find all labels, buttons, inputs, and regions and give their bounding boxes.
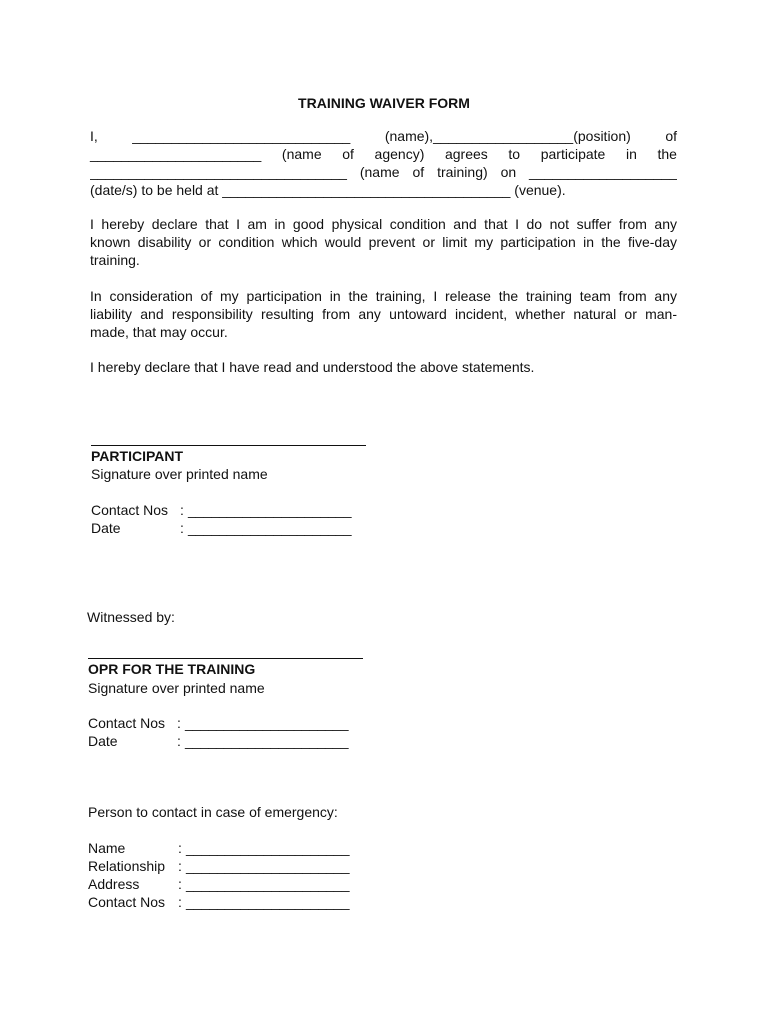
intro-word: to (508, 146, 521, 162)
intro-line-1 (90, 127, 677, 145)
emergency-name-field[interactable]: _____________________ (186, 840, 350, 856)
intro-word: in (625, 146, 637, 162)
name-blank: ____________________________ (132, 128, 351, 144)
intro-line-2 (90, 145, 677, 163)
intro-line-3: _________________________________ (name of training) on ___________________ (90, 164, 677, 180)
contact-label: Contact Nos (88, 894, 166, 910)
witness-signature-caption: Signature over printed name (88, 680, 265, 696)
intro-word: participate (540, 146, 606, 162)
declaration-paragraph (90, 215, 677, 269)
release-paragraph (90, 287, 677, 341)
colon: : (178, 840, 182, 856)
contact-nos-field[interactable]: _____________________ (188, 502, 352, 518)
emergency-contact-row (88, 893, 368, 911)
colon: : (177, 715, 181, 731)
relationship-label: Relationship (88, 858, 166, 874)
intro-line-4: (date/s) to be held at _____________________________________ (venue). (90, 182, 566, 198)
intro-word: I, (90, 128, 98, 144)
contact-label: Contact Nos (88, 715, 166, 731)
emergency-relationship-field[interactable]: _____________________ (186, 858, 350, 874)
colon: : (178, 858, 182, 874)
address-label: Address (88, 876, 140, 892)
intro-word: the (657, 146, 677, 162)
witness-contact-row (88, 714, 368, 732)
witness-date-row (88, 732, 368, 750)
agency-blank: ______________________ (90, 146, 262, 162)
position-blank: (name),__________________(position) (384, 128, 631, 144)
witness-heading: OPR FOR THE TRAINING (88, 661, 256, 677)
participant-contact-row (91, 501, 371, 519)
intro-paragraph (90, 127, 677, 199)
witness-signature-line[interactable] (88, 658, 363, 659)
paragraph-line: known disability or condition which would prevent or limit my participation in the five-day (90, 234, 677, 250)
name-label: Name (88, 840, 126, 856)
witnessed-by-label: Witnessed by: (87, 609, 175, 625)
date-field[interactable]: _____________________ (188, 520, 352, 536)
intro-word: of (665, 128, 677, 144)
paragraph-line: training. (90, 252, 140, 268)
colon: : (180, 520, 184, 536)
date-label: Date (88, 733, 118, 749)
participant-heading: PARTICIPANT (91, 448, 184, 464)
contact-label: Contact Nos (91, 502, 169, 518)
intro-word: agency) (374, 146, 425, 162)
colon: : (178, 876, 182, 892)
paragraph-line: made, that may occur. (90, 324, 228, 340)
emergency-address-field[interactable]: _____________________ (186, 876, 350, 892)
intro-word: agrees (444, 146, 488, 162)
contact-nos-field[interactable]: _____________________ (185, 715, 349, 731)
form-title: TRAINING WAIVER FORM (298, 95, 470, 111)
acknowledgement-statement: I hereby declare that I have read and understood the above statements. (90, 359, 535, 375)
participant-signature-line[interactable] (91, 445, 366, 446)
participant-signature-caption: Signature over printed name (91, 466, 268, 482)
emergency-contact-heading: Person to contact in case of emergency: (88, 804, 338, 820)
date-label: Date (91, 520, 121, 536)
emergency-address-row (88, 875, 368, 893)
colon: : (180, 502, 184, 518)
paragraph-line: I hereby declare that I am in good physical condition and that I do not suffer from any (90, 216, 677, 232)
paragraph-line: In consideration of my participation in the training, I release the training team from any (90, 288, 677, 304)
emergency-relationship-row (88, 857, 368, 875)
intro-word: of (342, 146, 354, 162)
colon: : (178, 894, 182, 910)
emergency-contact-nos-field[interactable]: _____________________ (186, 894, 350, 910)
emergency-name-row (88, 839, 368, 857)
paragraph-line: liability and responsibility resulting from any untoward incident, whether natural or man- (90, 306, 677, 322)
participant-date-row (91, 519, 371, 537)
colon: : (177, 733, 181, 749)
date-field[interactable]: _____________________ (185, 733, 349, 749)
intro-word: (name (281, 146, 322, 162)
